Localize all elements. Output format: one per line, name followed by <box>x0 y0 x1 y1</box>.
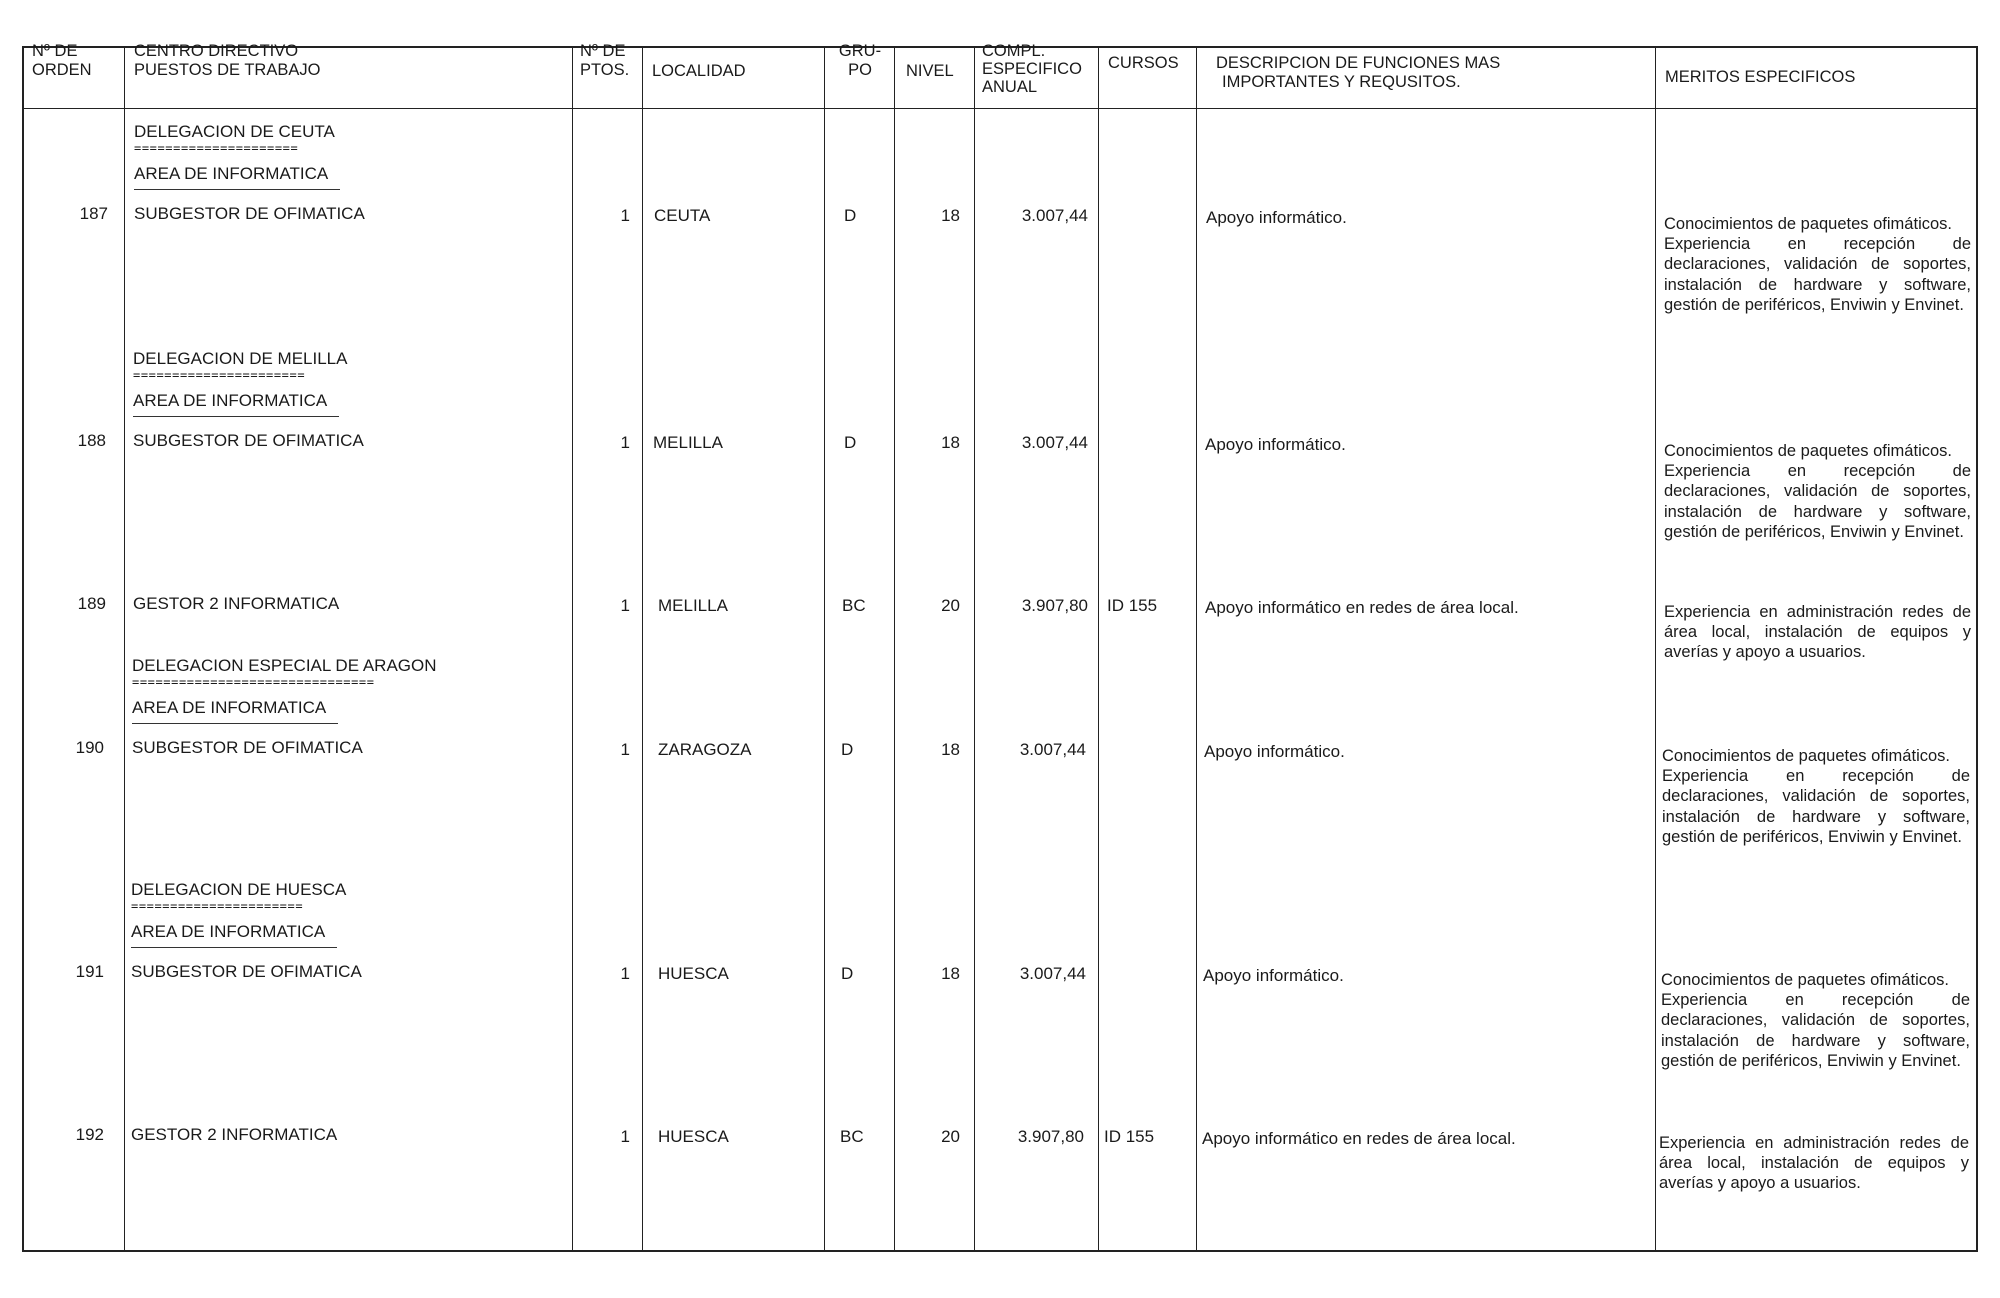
grupo-cell: D <box>844 206 857 225</box>
area-title: AREA DE INFORMATICA <box>131 922 326 941</box>
meritos-cell: Experiencia en administración redes de área local, instalación de equipos y averías y apoyo a usuarios. <box>1664 603 1971 662</box>
ptos-cell: 1 <box>620 1127 630 1146</box>
grupo-cell: D <box>844 433 857 452</box>
delegacion-title: DELEGACION DE MELILLA <box>133 349 348 368</box>
delegacion-title: DELEGACION DE HUESCA <box>131 880 347 899</box>
ptos-cell: 1 <box>620 596 630 615</box>
compl-cell: 3.007,44 <box>1019 964 1086 983</box>
nivel-cell: 20 <box>941 1127 960 1146</box>
header-centro: CENTRO DIRECTIVO PUESTOS DE TRABAJO <box>134 42 321 79</box>
puesto-cell: SUBGESTOR DE OFIMATICA <box>131 962 362 981</box>
meritos-cell: Experiencia en administración redes de área local, instalación de equipos y averías y apoyo a usuarios. <box>1659 1134 1969 1193</box>
localidad-cell: MELILLA <box>653 433 723 452</box>
column-divider <box>1098 48 1099 1250</box>
descripcion-cell: Apoyo informático en redes de área local. <box>1202 1129 1516 1148</box>
column-divider <box>1196 48 1197 1250</box>
ptos-cell: 1 <box>620 964 630 983</box>
double-underline: ====================== <box>131 902 304 911</box>
column-divider <box>642 48 643 1250</box>
compl-cell: 3.007,44 <box>1021 206 1088 225</box>
descripcion-cell: Apoyo informático. <box>1204 742 1345 761</box>
orden-cell: 188 <box>77 431 106 450</box>
delegacion-title: DELEGACION DE CEUTA <box>134 122 335 141</box>
double-underline: ====================== <box>133 371 306 380</box>
nivel-cell: 18 <box>941 206 960 225</box>
header-localidad: LOCALIDAD <box>652 62 746 80</box>
puesto-cell: SUBGESTOR DE OFIMATICA <box>133 431 364 450</box>
localidad-cell: ZARAGOZA <box>658 740 752 759</box>
cursos-cell: ID 155 <box>1104 1127 1155 1146</box>
meritos-cell: Conocimientos de paquetes ofimáticos. Experiencia en recepción de declaraciones, validación de soportes, instalación de hardware y software, gestión de periféricos, Enviwin y Envinet. <box>1662 747 1970 846</box>
nivel-cell: 18 <box>941 433 960 452</box>
header-divider <box>24 108 1976 109</box>
double-underline: =============================== <box>132 678 375 687</box>
nivel-cell: 20 <box>941 596 960 615</box>
ptos-cell: 1 <box>620 740 630 759</box>
grupo-cell: D <box>841 740 854 759</box>
column-divider <box>894 48 895 1250</box>
meritos-cell: Conocimientos de paquetes ofimáticos. Experiencia en recepción de declaraciones, validación de soportes, instalación de hardware y software, gestión de periféricos, Enviwin y Envinet. <box>1664 442 1971 541</box>
compl-cell: 3.907,80 <box>1017 1127 1084 1146</box>
localidad-cell: CEUTA <box>654 206 711 225</box>
header-nivel: NIVEL <box>906 62 954 80</box>
orden-cell: 191 <box>75 962 104 981</box>
single-underline <box>132 723 338 724</box>
puesto-cell: SUBGESTOR DE OFIMATICA <box>134 204 365 223</box>
column-divider <box>1655 48 1656 1250</box>
meritos-cell: Conocimientos de paquetes ofimáticos. Experiencia en recepción de declaraciones, validación de soportes, instalación de hardware y software, gestión de periféricos, Enviwin y Envinet. <box>1664 215 1971 314</box>
area-title: AREA DE INFORMATICA <box>132 698 327 717</box>
localidad-cell: HUESCA <box>658 964 729 983</box>
orden-cell: 187 <box>79 204 108 223</box>
descripcion-cell: Apoyo informático. <box>1205 435 1346 454</box>
cursos-cell: ID 155 <box>1107 596 1158 615</box>
grupo-cell: D <box>841 964 854 983</box>
compl-cell: 3.007,44 <box>1019 740 1086 759</box>
localidad-cell: HUESCA <box>658 1127 729 1146</box>
nivel-cell: 18 <box>941 740 960 759</box>
positions-table <box>22 42 1978 1252</box>
column-divider <box>974 48 975 1250</box>
column-divider <box>124 48 125 1250</box>
header-ptos: Nº DE PTOS. <box>580 42 630 79</box>
area-title: AREA DE INFORMATICA <box>134 164 329 183</box>
header-compl: COMPL. ESPECIFICO ANUAL <box>982 42 1082 96</box>
header-cursos: CURSOS <box>1108 54 1179 72</box>
descripcion-cell: Apoyo informático. <box>1206 208 1347 227</box>
grupo-cell: BC <box>840 1127 864 1146</box>
column-divider <box>572 48 573 1250</box>
column-divider <box>824 48 825 1250</box>
descripcion-cell: Apoyo informático en redes de área local. <box>1205 598 1519 617</box>
orden-cell: 189 <box>77 594 106 613</box>
header-meritos: MERITOS ESPECIFICOS <box>1665 68 1856 86</box>
ptos-cell: 1 <box>620 206 630 225</box>
puesto-cell: GESTOR 2 INFORMATICA <box>133 594 340 613</box>
puesto-cell: GESTOR 2 INFORMATICA <box>131 1125 338 1144</box>
header-grupo: GRU- PO <box>838 42 882 79</box>
localidad-cell: MELILLA <box>658 596 728 615</box>
orden-cell: 190 <box>75 738 104 757</box>
single-underline <box>134 189 340 190</box>
nivel-cell: 18 <box>941 964 960 983</box>
puesto-cell: SUBGESTOR DE OFIMATICA <box>132 738 363 757</box>
delegacion-title: DELEGACION ESPECIAL DE ARAGON <box>132 656 437 675</box>
descripcion-cell: Apoyo informático. <box>1203 966 1344 985</box>
ptos-cell: 1 <box>620 433 630 452</box>
grupo-cell: BC <box>842 596 866 615</box>
meritos-cell: Conocimientos de paquetes ofimáticos. Experiencia en recepción de declaraciones, validación de soportes, instalación de hardware y software, gestión de periféricos, Enviwin y Envinet. <box>1661 971 1970 1070</box>
compl-cell: 3.007,44 <box>1021 433 1088 452</box>
single-underline <box>133 416 339 417</box>
orden-cell: 192 <box>75 1125 104 1144</box>
single-underline <box>131 947 337 948</box>
double-underline: ===================== <box>134 144 299 153</box>
header-descripcion: DESCRIPCION DE FUNCIONES MAS IMPORTANTES Y REQUSITOS. <box>1216 54 1501 91</box>
compl-cell: 3.907,80 <box>1021 596 1088 615</box>
area-title: AREA DE INFORMATICA <box>133 391 328 410</box>
header-orden: Nº DE ORDEN <box>32 42 92 79</box>
